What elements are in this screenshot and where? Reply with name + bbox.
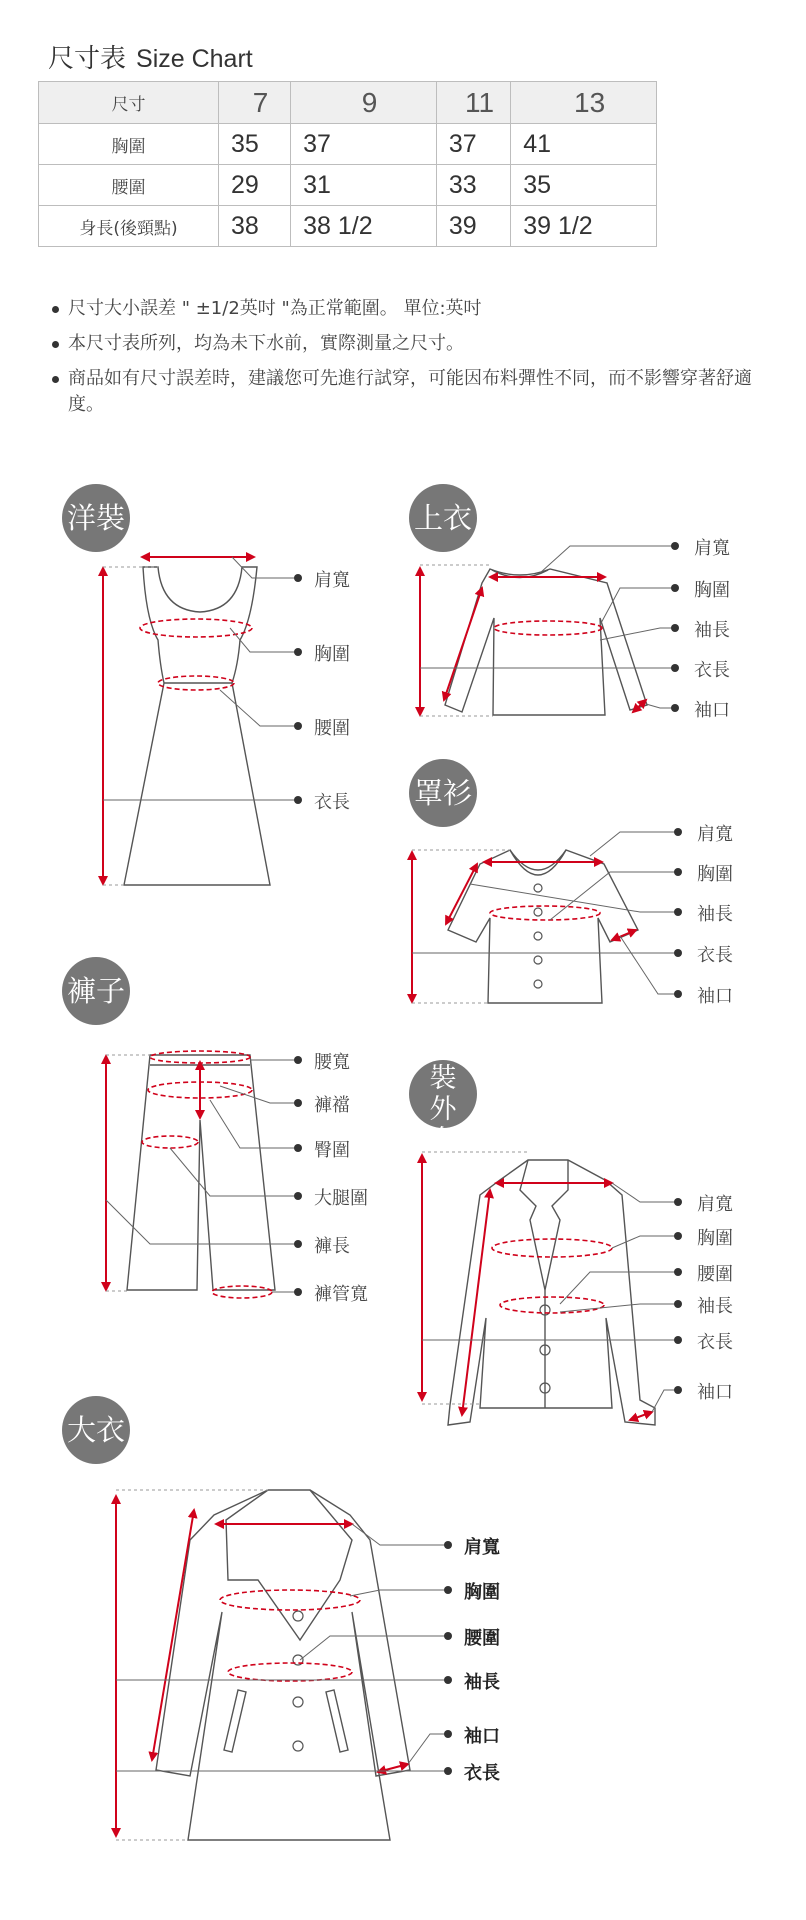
table-cell: 39 <box>436 206 510 247</box>
table-cell: 31 <box>291 165 437 206</box>
table-cell: 41 <box>511 124 657 165</box>
coat-diagram <box>156 1490 410 1840</box>
blouse-buttons <box>534 884 542 988</box>
top-badge: 上衣 <box>409 484 477 552</box>
note-item: 本尺寸表所列，均為未下水前，實際測量之尺寸。 <box>52 331 772 357</box>
coat-measure-lines <box>116 1490 452 1840</box>
dress-label: 腰圍 <box>314 718 350 739</box>
top-label: 袖長 <box>694 620 730 641</box>
coat-label: 袖長 <box>464 1672 500 1693</box>
coat-label: 衣長 <box>464 1763 500 1784</box>
pants-label: 腰寬 <box>314 1052 350 1073</box>
coat-label: 袖口 <box>464 1726 500 1747</box>
dress-diagram <box>124 567 270 885</box>
coat-label: 胸圍 <box>464 1582 500 1603</box>
pants-label: 臀圍 <box>314 1140 350 1161</box>
table-cell: 35 <box>511 165 657 206</box>
table-cell: 身長(後頸點) <box>39 206 219 247</box>
table-cell: 胸圍 <box>39 124 219 165</box>
table-header-cell: 13 <box>511 82 657 124</box>
dress-badge: 洋裝 <box>62 484 130 552</box>
top-label: 衣長 <box>694 660 730 681</box>
table-header-cell: 尺寸 <box>39 82 219 124</box>
top-label: 肩寬 <box>694 538 730 559</box>
suit-label: 腰圍 <box>697 1264 733 1285</box>
table-header-cell: 11 <box>436 82 510 124</box>
blouse-label: 肩寬 <box>697 824 733 845</box>
top-measure-lines <box>420 542 679 716</box>
suit-label: 胸圍 <box>697 1228 733 1249</box>
table-cell: 33 <box>436 165 510 206</box>
coat-label: 腰圍 <box>464 1628 500 1649</box>
suit-label: 肩寬 <box>697 1194 733 1215</box>
table-cell: 39 1/2 <box>511 206 657 247</box>
blouse-label: 袖口 <box>697 986 733 1007</box>
blouse-measure-lines <box>412 828 682 1003</box>
table-cell: 38 <box>219 206 291 247</box>
coat-label: 肩寬 <box>464 1537 500 1558</box>
blouse-label: 袖長 <box>697 904 733 925</box>
pants-label: 大腿圍 <box>314 1188 368 1209</box>
title-en: Size Chart <box>136 45 253 73</box>
blouse-label: 胸圍 <box>697 864 733 885</box>
table-cell: 37 <box>436 124 510 165</box>
table-header-cell: 9 <box>291 82 437 124</box>
table-cell: 29 <box>219 165 291 206</box>
note-item: 尺寸大小誤差 " ±1/2英吋 "為正常範圍。 單位:英吋 <box>52 296 772 322</box>
suit-label: 衣長 <box>697 1332 733 1353</box>
pants-badge: 褲子 <box>62 957 130 1025</box>
pants-label: 褲襠 <box>314 1095 350 1116</box>
suit-badge: 西裝外套 <box>409 1060 477 1128</box>
dress-measure-lines <box>103 557 302 885</box>
table-cell: 37 <box>291 124 437 165</box>
pants-label: 褲管寬 <box>314 1284 368 1305</box>
dress-label: 肩寬 <box>314 570 350 591</box>
dress-label: 胸圍 <box>314 644 350 665</box>
top-label: 袖口 <box>694 700 730 721</box>
suit-label: 袖長 <box>697 1296 733 1317</box>
table-header-cell: 7 <box>219 82 291 124</box>
note-item: 商品如有尺寸誤差時，建議您可先進行試穿，可能因布料彈性不同，而不影響穿著舒適度。 <box>52 366 772 418</box>
blouse-badge: 罩衫 <box>409 759 477 827</box>
suit-diagram <box>448 1160 655 1425</box>
table-cell: 38 1/2 <box>291 206 437 247</box>
coat-badge: 大衣 <box>62 1396 130 1464</box>
table-cell: 35 <box>219 124 291 165</box>
dress-label: 衣長 <box>314 792 350 813</box>
title-zh: 尺寸表 <box>48 44 127 74</box>
suit-measure-lines <box>422 1152 682 1420</box>
table-cell: 腰圍 <box>39 165 219 206</box>
top-diagram <box>445 569 647 715</box>
blouse-label: 衣長 <box>697 945 733 966</box>
pants-label: 褲長 <box>314 1236 350 1257</box>
top-label: 胸圍 <box>694 580 730 601</box>
suit-label: 袖口 <box>697 1382 733 1403</box>
